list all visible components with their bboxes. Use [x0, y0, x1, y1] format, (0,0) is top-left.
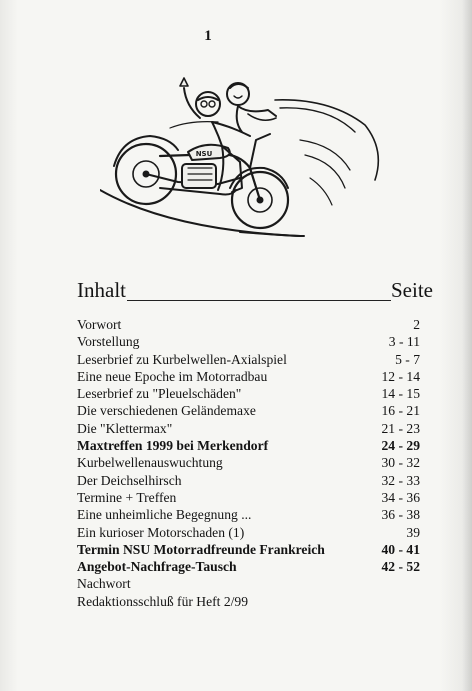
- toc-entry-title: Leserbrief zu "Pleuelschäden": [77, 386, 242, 402]
- toc-entry-pages: [336, 351, 420, 368]
- toc-entry-title: Ein kurioser Motorschaden (1): [77, 524, 245, 540]
- toc-page-separator: -: [398, 438, 403, 454]
- toc-entry-title: Eine unheimliche Begegnung ...: [77, 507, 252, 523]
- toc-entry-pages: [336, 385, 420, 402]
- toc-entry: [77, 575, 420, 592]
- toc-entry-title: Redaktionsschluß für Heft 2/99: [77, 593, 249, 609]
- toc-entry: [77, 368, 420, 385]
- toc-entry-pages: [336, 420, 420, 437]
- toc-entry: [77, 333, 420, 350]
- toc-entry: [77, 420, 420, 437]
- toc-entry-title: Nachwort: [77, 576, 131, 592]
- toc-entry: [77, 351, 420, 368]
- toc-page-start: 16: [381, 403, 396, 419]
- toc-entry-title: Maxtreffen 1999 bei Merkendorf: [77, 438, 269, 454]
- toc-page-end: 41: [406, 541, 420, 557]
- toc-page-start: 30: [381, 455, 396, 471]
- toc-entry-title: Die verschiedenen Geländemaxe: [77, 403, 256, 419]
- toc-page-separator: -: [398, 420, 403, 436]
- toc-page-end: 36: [406, 489, 420, 505]
- toc-entry: [77, 454, 420, 471]
- toc-page-end: 7: [413, 351, 420, 367]
- toc-page-heading: Seite: [391, 278, 433, 302]
- toc-entry-pages: [336, 506, 420, 523]
- toc-page-end: 38: [406, 507, 420, 523]
- toc-entry: [77, 489, 420, 506]
- toc-entry-pages: [336, 593, 420, 610]
- toc-entry-pages: [336, 368, 420, 385]
- toc-entry-pages: [336, 333, 420, 350]
- table-of-contents: [77, 316, 420, 610]
- toc-entry: [77, 558, 420, 575]
- toc-entry-title: Der Deichselhirsch: [77, 472, 182, 488]
- toc-page-separator: -: [398, 455, 403, 471]
- toc-header: [77, 277, 433, 303]
- toc-page-end: 29: [406, 438, 420, 454]
- toc-entry-pages: [336, 524, 420, 541]
- toc-page-start: 34: [381, 489, 396, 505]
- toc-entry: [77, 593, 420, 610]
- toc-title: Inhalt: [77, 278, 126, 302]
- toc-entry-title: Termine + Treffen: [77, 489, 177, 505]
- page-edge-shadow: [462, 0, 472, 691]
- toc-entry-pages: [336, 541, 420, 558]
- toc-page-start: 14: [381, 386, 396, 402]
- toc-entry-pages: [336, 454, 420, 471]
- toc-entry-pages: [336, 316, 420, 333]
- toc-entry: [77, 472, 420, 489]
- toc-page-start: 5: [395, 351, 402, 367]
- toc-entry: [77, 437, 420, 454]
- toc-page-end: 52: [406, 559, 420, 575]
- motorcycle-riders-illustration: [100, 70, 400, 250]
- toc-page-separator: -: [398, 541, 403, 557]
- toc-entry-pages: [336, 402, 420, 419]
- toc-page-start: 2: [413, 317, 420, 332]
- toc-entry: [77, 402, 420, 419]
- toc-page-start: 3: [388, 334, 396, 350]
- toc-page-end: 32: [406, 455, 420, 471]
- toc-entry-title: Eine neue Epoche im Motorradbau: [77, 368, 268, 384]
- toc-page-end: 23: [406, 420, 420, 436]
- toc-entry-title: Leserbrief zu Kurbelwellen-Axialspiel: [77, 351, 287, 367]
- toc-entry-title: Vorstellung: [77, 334, 140, 350]
- toc-page-start: 32: [381, 472, 396, 488]
- toc-page-end: 15: [406, 386, 420, 402]
- toc-entry-title: Die "Klettermax": [77, 420, 173, 436]
- toc-page-start: 21: [381, 420, 396, 436]
- toc-entry: [77, 316, 420, 333]
- toc-page-separator: -: [398, 368, 403, 384]
- toc-page-start: 24: [381, 438, 396, 454]
- toc-entry: [77, 541, 420, 558]
- toc-page-separator: -: [398, 472, 403, 488]
- toc-entry-title: Vorwort: [77, 317, 122, 332]
- toc-entry-pages: [336, 437, 420, 454]
- toc-page-end: 11: [406, 334, 420, 350]
- toc-page-separator: -: [398, 403, 403, 419]
- toc-page-start: 42: [381, 559, 396, 575]
- svg-text:NSU: NSU: [195, 150, 213, 158]
- toc-entry-title: Angebot-Nachfrage-Tausch: [77, 559, 237, 575]
- toc-page-start: 40: [381, 541, 396, 557]
- toc-entry-pages: [336, 472, 420, 489]
- page-number: 1: [204, 28, 212, 44]
- toc-page-separator: -: [398, 507, 403, 523]
- toc-page-separator: -: [398, 386, 403, 402]
- toc-entry: [77, 524, 420, 541]
- toc-page-end: 14: [406, 368, 420, 384]
- toc-entry-pages: [336, 489, 420, 506]
- toc-entry-title: Kurbelwellenauswuchtung: [77, 455, 223, 471]
- toc-entry: [77, 506, 420, 523]
- toc-page-separator: -: [398, 489, 403, 505]
- toc-page-separator: -: [405, 351, 410, 367]
- toc-page-separator: -: [398, 559, 403, 575]
- toc-page-start: 36: [381, 507, 396, 523]
- toc-page-start: 39: [406, 524, 420, 540]
- toc-entry: [77, 385, 420, 402]
- toc-entry-title: Termin NSU Motorradfreunde Frankreich: [77, 541, 325, 557]
- toc-page-end: 33: [406, 472, 420, 488]
- toc-page-end: 21: [406, 403, 420, 419]
- toc-page-start: 12: [381, 368, 396, 384]
- toc-page-separator: -: [398, 334, 404, 350]
- toc-entry-pages: [336, 575, 420, 592]
- toc-header-rule: [127, 300, 391, 301]
- toc-entry-pages: [336, 558, 420, 575]
